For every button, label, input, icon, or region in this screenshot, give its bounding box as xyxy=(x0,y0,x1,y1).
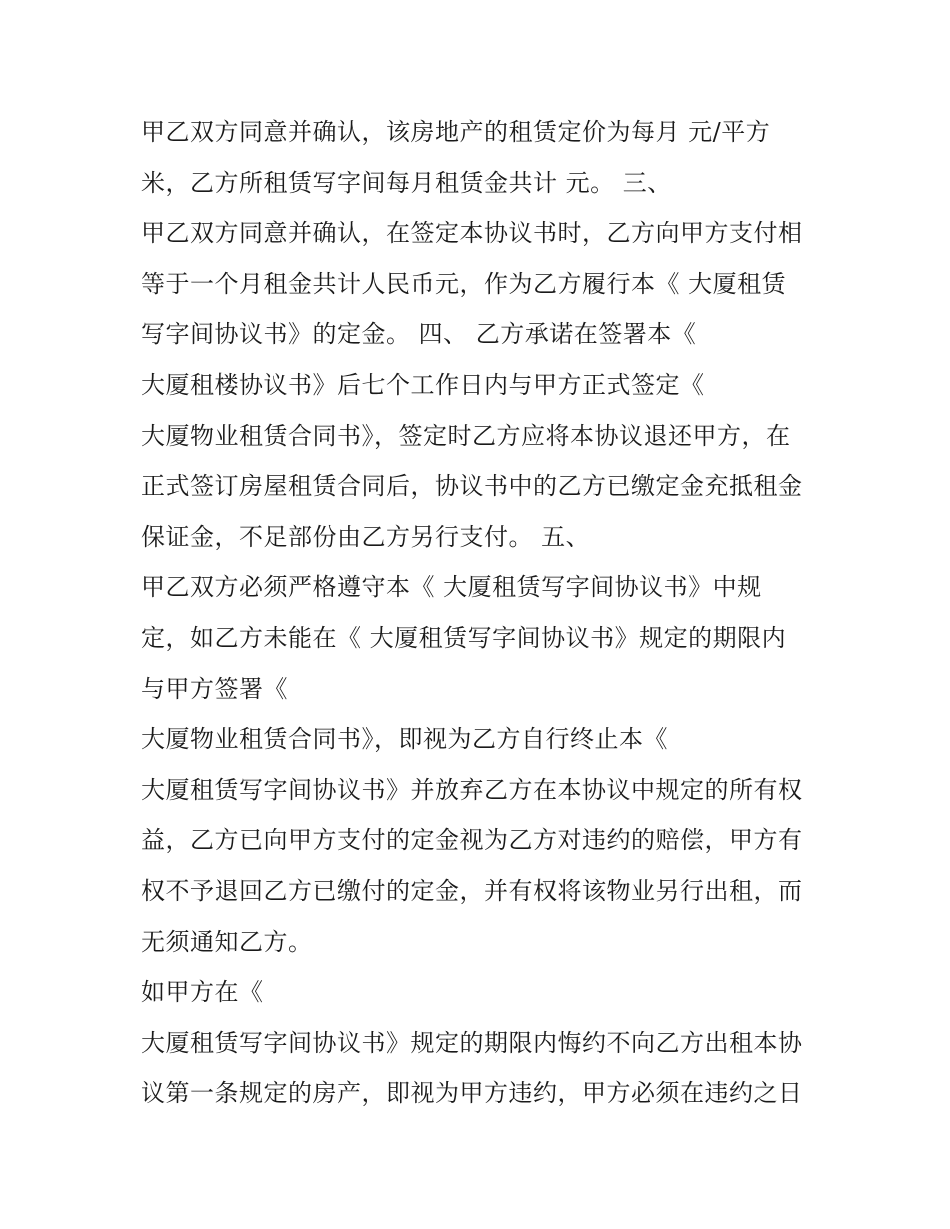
text-line: 大厦租楼协议书》后七个工作日内与甲方正式签定《 xyxy=(141,370,705,399)
text-line: 大厦物业租赁合同书》，签定时乙方应将本协议退还甲方，在 xyxy=(141,421,791,450)
text-line: 与甲方签署《 xyxy=(141,674,288,703)
text-line: 议第一条规定的房产，即视为甲方违约，甲方必须在违约之日 xyxy=(141,1079,803,1108)
text-line: 如甲方在《 xyxy=(141,978,264,1007)
text-line: 益，乙方已向甲方支付的定金视为乙方对违约的赔偿，甲方有 xyxy=(141,826,803,855)
text-line: 甲乙双方同意并确认，在签定本协议书时，乙方向甲方支付相 xyxy=(141,219,803,248)
text-line: 定，如乙方未能在《 大厦租赁写字间协议书》规定的期限内 xyxy=(141,623,787,652)
text-line: 权不予退回乙方已缴付的定金，并有权将该物业另行出租，而 xyxy=(141,876,803,905)
text-line: 正式签订房屋租赁合同后，协议书中的乙方已缴定金充抵租金 xyxy=(141,472,803,501)
document-body xyxy=(141,107,821,1119)
text-line: 甲乙双方必须严格遵守本《 大厦租赁写字间协议书》中规 xyxy=(141,573,762,602)
text-line: 甲乙双方同意并确认，该房地产的租赁定价为每月 元/平方 xyxy=(141,118,771,146)
text-line: 大厦物业租赁合同书》，即视为乙方自行终止本《 xyxy=(141,725,668,754)
text-line: 大厦租赁写字间协议书》并放弃乙方在本协议中规定的所有权 xyxy=(141,775,803,804)
text-line: 无须通知乙方。 xyxy=(141,927,313,956)
text-line: 米，乙方所租赁写字间每月租赁金共计 元。 三、 xyxy=(141,168,672,197)
text-line: 写字间协议书》的定金。 四、 乙方承诺在签署本《 xyxy=(141,320,697,349)
text-line: 大厦租赁写字间协议书》规定的期限内悔约不向乙方出租本协 xyxy=(141,1028,803,1057)
text-line: 保证金，不足部份由乙方另行支付。 五、 xyxy=(141,522,591,551)
text-line: 等于一个月租金共计人民币元，作为乙方履行本《 大厦租赁 xyxy=(141,269,787,298)
